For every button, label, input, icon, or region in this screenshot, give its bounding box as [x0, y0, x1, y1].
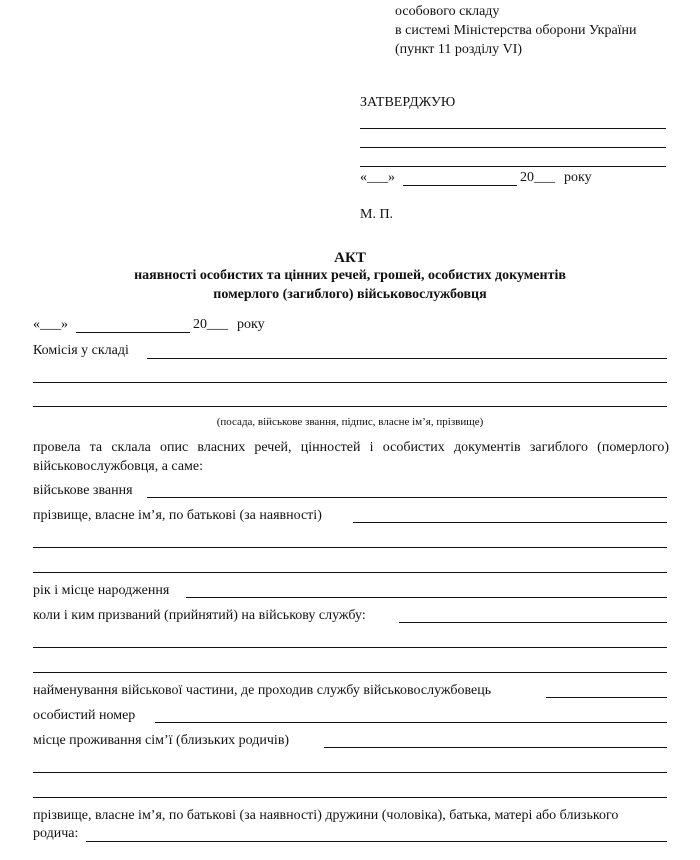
form-date-month-line[interactable]	[76, 332, 190, 333]
family-residence-label: місце проживання сім’ї (близьких родичів)	[33, 733, 290, 748]
approval-line-3[interactable]	[360, 166, 666, 167]
name-field-line-3[interactable]	[33, 572, 667, 573]
approval-date-suffix: року	[564, 170, 592, 185]
family-residence-field-line-2[interactable]	[33, 772, 667, 773]
relatives-label-line-1: прізвище, власне ім’я, по батькові (за наявності) дружини (чоловіка), батька, матері або близького	[33, 808, 619, 823]
personal-number-field-line[interactable]	[155, 722, 667, 723]
name-field-line-1[interactable]	[353, 522, 667, 523]
commission-field-line-1[interactable]	[147, 358, 667, 359]
header-line-3: (пункт 11 розділу VI)	[395, 42, 523, 57]
birth-label: рік і місце народження	[33, 583, 170, 598]
seal-mark: М. П.	[360, 207, 394, 222]
unit-label: найменування військової частини, де проходив службу військовослужбовець	[33, 683, 492, 698]
approval-line-2[interactable]	[360, 147, 666, 148]
approval-date-year: 20___	[520, 170, 555, 185]
header-line-1: особового складу	[395, 4, 500, 19]
commission-field-line-3[interactable]	[33, 406, 667, 407]
header-line-2: в системі Міністерства оборони України	[395, 23, 637, 38]
document-title: АКТ	[334, 250, 366, 266]
approve-label: ЗАТВЕРДЖУЮ	[360, 95, 456, 110]
birth-field-line[interactable]	[186, 597, 667, 598]
conscripted-field-line-3[interactable]	[33, 672, 667, 673]
family-residence-field-line-1[interactable]	[324, 747, 667, 748]
form-date-year: 20___	[193, 317, 228, 332]
rank-field-line[interactable]	[147, 497, 667, 498]
name-field-line-2[interactable]	[33, 547, 667, 548]
conscripted-label: коли і ким призваний (прийнятий) на військову службу:	[33, 608, 366, 623]
approval-line-1[interactable]	[360, 128, 666, 129]
rank-label: військове звання	[33, 483, 133, 498]
commission-field-line-2[interactable]	[33, 382, 667, 383]
personal-number-label: особистий номер	[33, 708, 136, 723]
document-subtitle-1: наявності особистих та цінних речей, грошей, особистих документів	[134, 268, 566, 283]
intro-paragraph: провела та склала опис власних речей, цінностей і особистих документів загиблого (померлого) військовослужбовця, а саме:	[33, 440, 669, 474]
commission-caption: (посада, військове звання, підпис, власне ім’я, прізвище)	[216, 416, 484, 428]
name-label: прізвище, власне ім’я, по батькові (за наявності)	[33, 508, 322, 523]
relatives-field-line[interactable]	[86, 841, 667, 842]
document-subtitle-2: померлого (загиблого) військовослужбовця	[213, 287, 487, 302]
form-date-day: «___»	[33, 317, 68, 332]
unit-field-line[interactable]	[546, 697, 667, 698]
conscripted-field-line-1[interactable]	[399, 622, 667, 623]
form-date-suffix: року	[237, 317, 265, 332]
approval-date-day: «___»	[360, 170, 395, 185]
approval-date-month-line[interactable]	[403, 185, 517, 186]
relatives-label-line-2: родича:	[33, 826, 79, 841]
commission-label: Комісія у складі	[33, 343, 129, 358]
conscripted-field-line-2[interactable]	[33, 647, 667, 648]
family-residence-field-line-3[interactable]	[33, 797, 667, 798]
